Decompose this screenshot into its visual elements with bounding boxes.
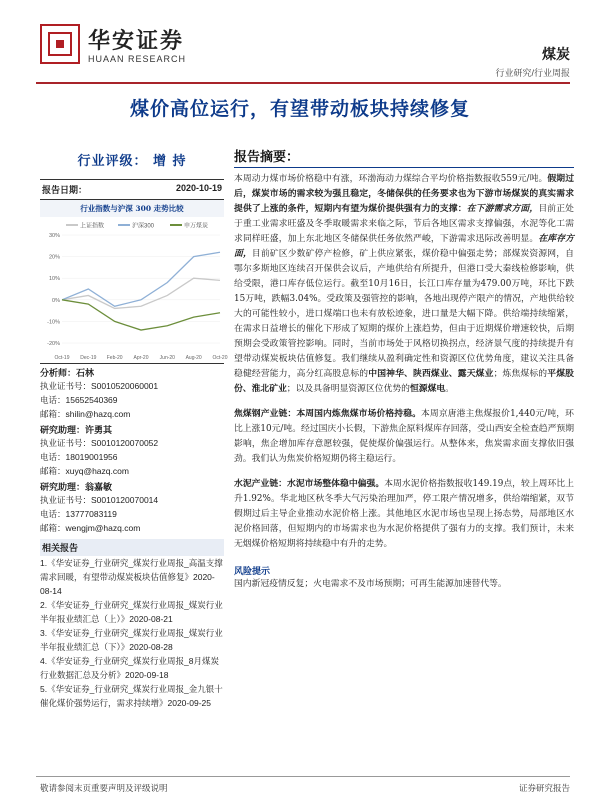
assistant1-info: 执业证书号：S0010120070052 电话：18019001956 邮箱：xuyq@hazq.com <box>40 436 224 478</box>
footer-disclaimer[interactable]: 敬请参阅末页重要声明及评级说明 <box>40 784 168 794</box>
x-tick-label: Apr-20 <box>133 355 149 361</box>
left-sidebar <box>40 150 228 710</box>
y-tick-label: 0% <box>52 297 60 304</box>
industry-label: 煤炭 <box>542 47 570 63</box>
analyst-head: 分析师：石林 <box>40 369 95 379</box>
brand-name-en: HUAAN RESEARCH <box>88 54 187 64</box>
related-report-item[interactable]: 5.《华安证券_行业研究_煤炭行业周报_金九银十催化煤价强势运行，需求持续增》2020-09-25 <box>40 684 223 708</box>
index-comparison-chart <box>40 217 228 363</box>
related-report-item[interactable]: 2.《华安证券_行业研究_煤炭行业周报_煤炭行业半年报业绩汇总（上）》2020-08-21 <box>40 600 223 624</box>
x-tick-label: Feb-20 <box>106 355 123 361</box>
series-line-2 <box>62 300 220 330</box>
assistant1-email[interactable]: 邮箱：xuyq@hazq.com <box>40 466 129 476</box>
summary-paragraph-2: 焦煤钢产业链：本周国内炼焦煤市场价格持稳。本周京唐港主焦煤报价1,440元/吨，环比上涨10元/吨。经过国庆小长假，下游焦企原料煤库存回落，受山西安全检查趋严预期影响，焦企增加库存意愿较强，促使煤价偏强运行。从整体来，焦炭需求面支撑依旧强劲。我们认为焦炭价格短期仍将主稳运行。 <box>234 409 574 464</box>
x-tick-label: Oct-20 <box>212 355 228 361</box>
chart-svg <box>40 217 228 363</box>
y-tick-label: 20% <box>48 254 60 261</box>
assistant1-head: 研究助理：许勇其 <box>40 426 113 436</box>
related-report-item[interactable]: 1.《华安证券_行业研究_煤炭行业周报_高温支撑需求回暖，有望带动煤炭板块估值修复》2020-08-14 <box>40 558 223 596</box>
y-tick-label: -20% <box>47 341 60 347</box>
page-title: 煤价高位运行，有望带动板块持续修复 <box>129 98 470 120</box>
x-tick-label: Jun-20 <box>159 355 175 361</box>
analyst-email[interactable]: 邮箱：shilin@hazq.com <box>40 409 131 419</box>
report-summary <box>234 146 574 592</box>
y-tick-label: 30% <box>48 233 60 239</box>
report-date: 报告日期： 2020-10-19 <box>42 183 222 195</box>
related-reports-list <box>40 556 224 710</box>
assistant2-info: 执业证书号：S0010120070014 电话：13777083119 邮箱：wengjm@hazq.com <box>40 493 224 535</box>
x-tick-label: Aug-20 <box>185 355 202 361</box>
risk-title: 风险提示 <box>234 567 271 577</box>
brand-logo <box>40 24 80 64</box>
legend-label: 上证指数 <box>80 223 105 230</box>
summary-paragraph-3: 水泥产业链：水泥市场整体稳中偏强。本周水泥价格指数报收149.19点，较上周环比上升1.92%。华北地区秋冬季大气污染治理加严，停工限产情况增多，供给端缩紧，双节假期过后主导企业推动水泥价格上涨。其他地区水泥市场也呈现上扬态势，局部地区水泥价格回落，但短期内的市场需求也为水泥价格提供了强有力的支撑。我们预计，未来无烟煤价格短期将持续稳中有升的走势。 <box>234 479 574 549</box>
series-line-1 <box>62 252 220 306</box>
report-type: 行业研究/行业周报 <box>495 68 570 78</box>
footer-divider <box>36 776 570 777</box>
legend-label: 申万煤炭 <box>184 223 209 230</box>
risk-text: 国内新冠疫情反复；火电需求不及市场预期；可再生能源加速替代等。 <box>234 579 507 589</box>
x-tick-label: Oct-19 <box>54 355 70 361</box>
brand-name-cn: 华安证券 <box>88 28 185 54</box>
related-report-item[interactable]: 4.《华安证券_行业研究_煤炭行业周报_8月煤炭行业数据汇总及分析》2020-09-18 <box>40 656 219 680</box>
y-tick-label: 10% <box>48 276 60 283</box>
y-tick-label: -10% <box>47 319 60 326</box>
industry-rating: 行业评级： 增 持 <box>77 154 187 169</box>
legend-label: 沪深300 <box>132 223 155 230</box>
summary-paragraph-1: 本周动力煤市场价格稳中有涨，环渤海动力煤综合平均价格指数报收559元/吨。假期过后，煤炭市场的需求较为强且稳定，冬储保供的任务要求也为下游市场煤炭的真实需求提供了上涨的条件，短期内有望为煤价提供强有力的支撑：在下游需求方面，目前正处于重工业需求旺盛及冬季取暖需求来临之际，节后各地区需求支撑偏强，水泥等化工需求同样旺盛，加上东北地区冬储保供任务依然严峻，下游需求迅际改善明显。在库存方面，目前矿区少数矿停产检修，矿上供应紧张，煤价稳中偏强走势；部煤炭资源网，自鄂尔多斯地区连续召开保供会议后，产地供给有所提升，但港口受大秦线检修影响，供给受限，港口库存低位运行。截至10月16日，长江口库存量为479.00万吨，环比下跌15万吨，跌幅3.04%。受政策及强管控的影响，各地出现停产限产的情况，产地供给较大的可能性较小，进口煤端口也未有放松迹象，进口量是大幅下降。供给端持续缩紧，在需求日益增长的催化下形成了短期的煤价上涨趋势，但由于近期煤价增速较快，后期预期会受政策管控影响。同时，当前市场处于风格切换拐点，经济景气度的持续提升有望带动煤炭板块估值修复。我们继续从盈利确定性和资源区位优势角度，建议关注具备稳健经营能力，高分红高股息标的中国神华、陕西煤业、露天煤业；炼焦煤标的平煤股份、淮北矿业；以及具备明显资源区位优势的恒源煤电。 <box>234 174 574 394</box>
related-report-item[interactable]: 3.《华安证券_行业研究_煤炭行业周报_煤炭行业半年报业绩汇总（下）》2020-08-28 <box>40 628 223 652</box>
footer-label: 证券研究报告 <box>518 784 570 794</box>
related-reports-head: 相关报告 <box>40 539 224 556</box>
header-divider <box>36 82 570 84</box>
x-tick-label: Dec-19 <box>80 355 97 361</box>
assistant2-head: 研究助理：翁嘉敏 <box>40 483 113 493</box>
assistant2-email[interactable]: 邮箱：wengjm@hazq.com <box>40 523 141 533</box>
analyst-info: 执业证书号：S0010520060001 电话：15652540369 邮箱：shilin@hazq.com <box>40 379 224 421</box>
chart-title: 行业指数与沪深 300 走势比较 <box>40 200 224 217</box>
summary-title: 报告摘要： <box>234 146 574 168</box>
